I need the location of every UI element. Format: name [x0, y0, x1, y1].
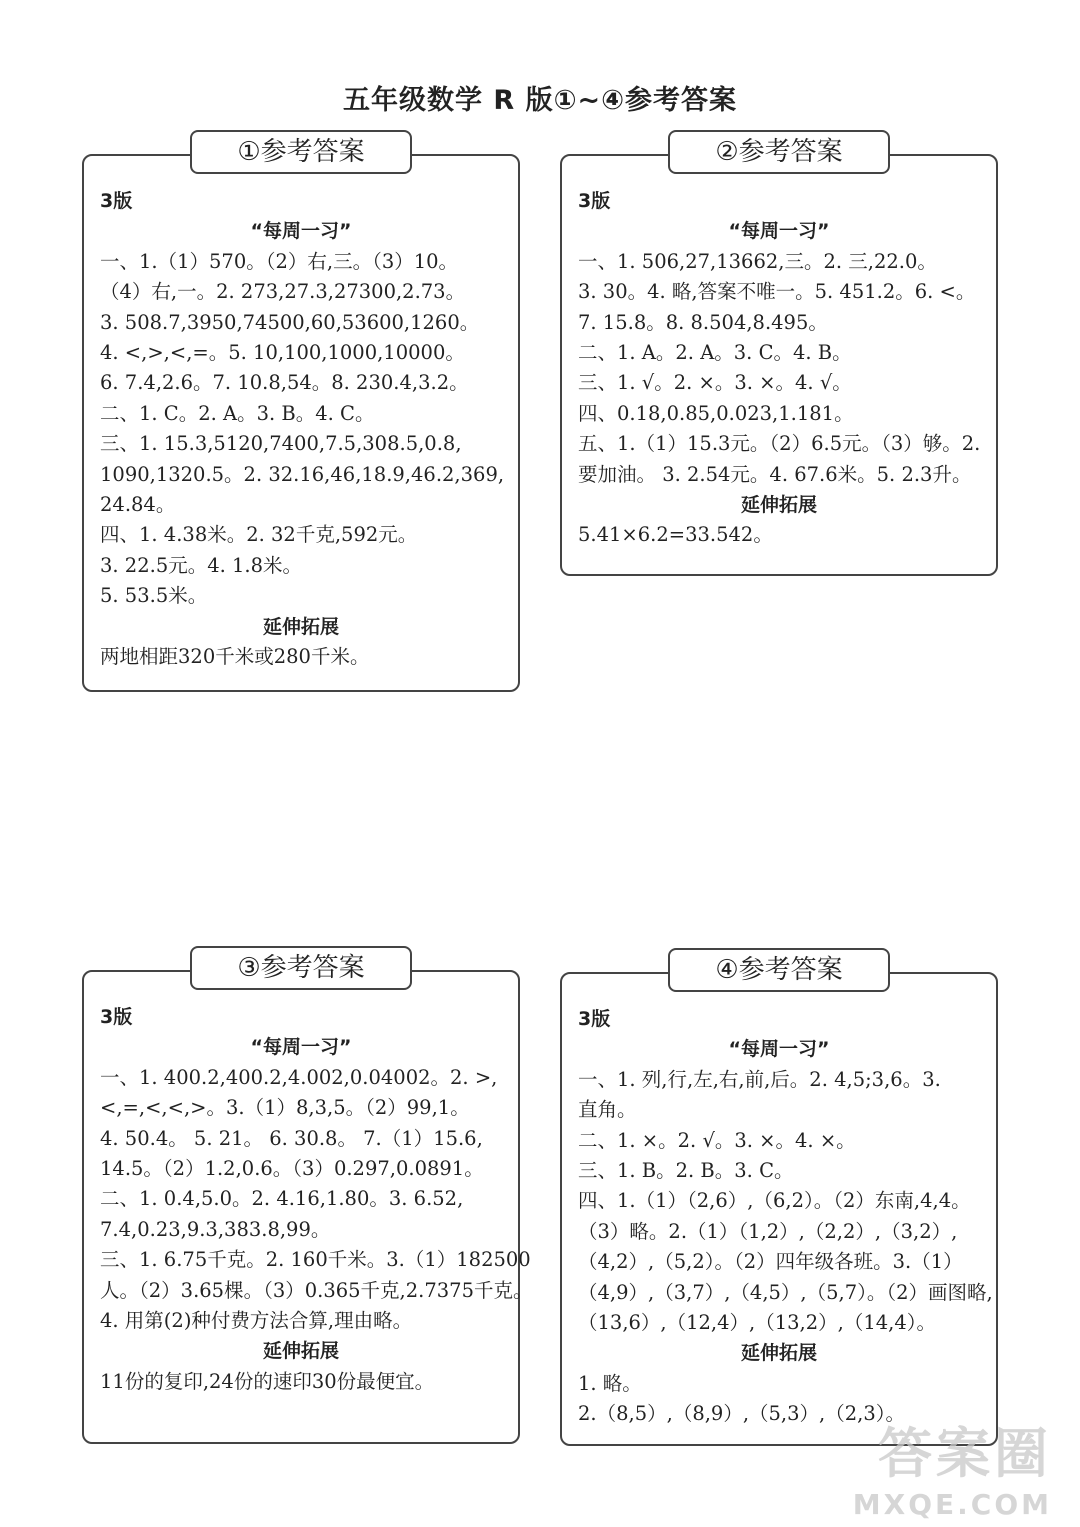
- answer-line: 6. 7.4,2.6。7. 10.8,54。8. 230.4,3.2。: [100, 371, 469, 395]
- answer-card-1-body: [100, 186, 505, 673]
- answer-line: 四、1.（1）（2,6）,（6,2）。（2）东南,4,4。: [578, 1189, 971, 1213]
- answer-card-2-body: [578, 186, 980, 551]
- answer-line: 五、1.（1）15.3元。（2）6.5元。（3）够。2.: [578, 432, 981, 456]
- watermark-en-text: MXQE.COM: [852, 1488, 1052, 1521]
- answer-card-2: [560, 154, 998, 576]
- weekly-practice-heading: “每周一习”: [728, 220, 830, 243]
- answer-card-4-body: [578, 1004, 993, 1430]
- answer-line: <,=,<,<,>。3.（1）8,3,5。（2）99,1。: [100, 1096, 470, 1120]
- edition-label: 3版: [100, 190, 133, 212]
- answer-line: 3. 508.7,3950,74500,60,53600,1260。: [100, 310, 480, 334]
- extension-line: 1. 略。: [578, 1371, 642, 1395]
- answer-line: 三、1. 15.3,5120,7400,7.5,308.5,0.8,: [100, 432, 462, 456]
- extension-line: 5.41×6.2=33.542。: [578, 523, 773, 547]
- answer-line: 4. <,>,<,=。5. 10,100,1000,10000。: [100, 341, 465, 365]
- answer-line: 二、1. ×。2. √。3. ×。4. ×。: [578, 1128, 856, 1152]
- answer-line: 三、1. 6.75千克。2. 160千米。3.（1）182500: [100, 1248, 531, 1272]
- answer-line: 1090,1320.5。2. 32.16,46,18.9,46.2,369,: [100, 462, 505, 486]
- answer-card-4-tab: ④参考答案: [668, 948, 890, 992]
- edition-label: 3版: [100, 1006, 133, 1028]
- answer-line: 7. 15.8。8. 8.504,8.495。: [578, 310, 828, 334]
- watermark-cn-text: 答案圈: [878, 1422, 1052, 1485]
- edition-label: 3版: [578, 190, 611, 212]
- answer-line: 一、1. 列,行,左,右,前,后。2. 4,5;3,6。3.: [578, 1067, 941, 1091]
- answer-card-4: [560, 972, 998, 1446]
- extension-heading: 延伸拓展: [262, 1340, 339, 1363]
- answer-line: 4. 用第(2)种付费方法合算,理由略。: [100, 1309, 413, 1333]
- answer-card-3-body: [100, 1002, 533, 1397]
- answer-line: 四、0.18,0.85,0.023,1.181。: [578, 401, 854, 425]
- answer-line: （4）右,一。2. 273,27.3,27300,2.73。: [100, 280, 466, 304]
- answer-line: 一、1.（1）570。（2）右,三。（3）10。: [100, 249, 459, 273]
- answer-line: 三、1. B。2. B。3. C。: [578, 1159, 794, 1183]
- answer-line: 3. 30。4. 略,答案不唯一。5. 451.2。6. <。: [578, 280, 976, 304]
- extension-line: 两地相距320千米或280千米。: [100, 645, 370, 669]
- weekly-practice-heading: “每周一习”: [250, 220, 352, 243]
- answer-line: 人。（2）3.65棵。（3）0.365千克,2.7375千克。: [100, 1278, 533, 1302]
- weekly-practice-heading: “每周一习”: [250, 1036, 352, 1059]
- answer-line: （3）略。2.（1）（1,2）,（2,2）,（3,2）,: [578, 1219, 958, 1243]
- answer-card-3: [82, 970, 533, 1444]
- answer-line: 4. 50.4。 5. 21。 6. 30.8。 7.（1）15.6,: [100, 1126, 483, 1150]
- answer-line: 5. 53.5米。: [100, 584, 208, 608]
- extension-heading: 延伸拓展: [262, 615, 339, 638]
- answer-line: （13,6）,（12,4）,（13,2）,（14,4）。: [578, 1311, 937, 1335]
- answer-line: 要加油。 3. 2.54元。4. 67.6米。5. 2.3升。: [578, 462, 972, 486]
- answer-line: 三、1. √。2. ×。3. ×。4. √。: [578, 371, 852, 395]
- answer-line: 直角。: [578, 1098, 637, 1122]
- answer-line: 二、1. A。2. A。3. C。4. B。: [578, 341, 852, 365]
- page-title: 五年级数学 R 版①~④参考答案: [343, 85, 737, 116]
- answer-line: 二、1. C。2. A。3. B。4. C。: [100, 401, 375, 425]
- site-watermark: [853, 1411, 1052, 1521]
- answer-card-2-tab: ②参考答案: [668, 130, 890, 174]
- answer-line: 3. 22.5元。4. 1.8米。: [100, 553, 303, 577]
- extension-line: 11份的复印,24份的速印30份最便宜。: [100, 1369, 435, 1393]
- extension-heading: 延伸拓展: [740, 494, 817, 517]
- extension-heading: 延伸拓展: [740, 1342, 817, 1365]
- answer-card-1-tab: ①参考答案: [190, 130, 412, 174]
- answer-line: 24.84。: [100, 493, 176, 517]
- answer-line: 一、1. 400.2,400.2,4.002,0.04002。2. >,: [100, 1065, 498, 1089]
- answer-line: （4,9）,（3,7）,（4,5）,（5,7）。（2）画图略,: [578, 1280, 993, 1304]
- extension-line: 2.（8,5）,（8,9）,（5,3）,（2,3）。: [578, 1402, 905, 1426]
- answer-line: 二、1. 0.4,5.0。2. 4.16,1.80。3. 6.52,: [100, 1187, 464, 1211]
- answer-line: 一、1. 506,27,13662,三。2. 三,22.0。: [578, 249, 937, 273]
- weekly-practice-heading: “每周一习”: [728, 1038, 830, 1061]
- edition-label: 3版: [578, 1008, 611, 1030]
- answer-line: 7.4,0.23,9.3,383.8,99。: [100, 1217, 331, 1241]
- answer-card-3-tab: ③参考答案: [190, 946, 412, 990]
- answer-line: 四、1. 4.38米。2. 32千克,592元。: [100, 523, 418, 547]
- answer-card-1: [82, 154, 520, 692]
- answer-line: （4,2）,（5,2）。（2）四年级各班。3.（1）: [578, 1250, 963, 1274]
- answer-line: 14.5。（2）1.2,0.6。（3）0.297,0.0891。: [100, 1157, 484, 1181]
